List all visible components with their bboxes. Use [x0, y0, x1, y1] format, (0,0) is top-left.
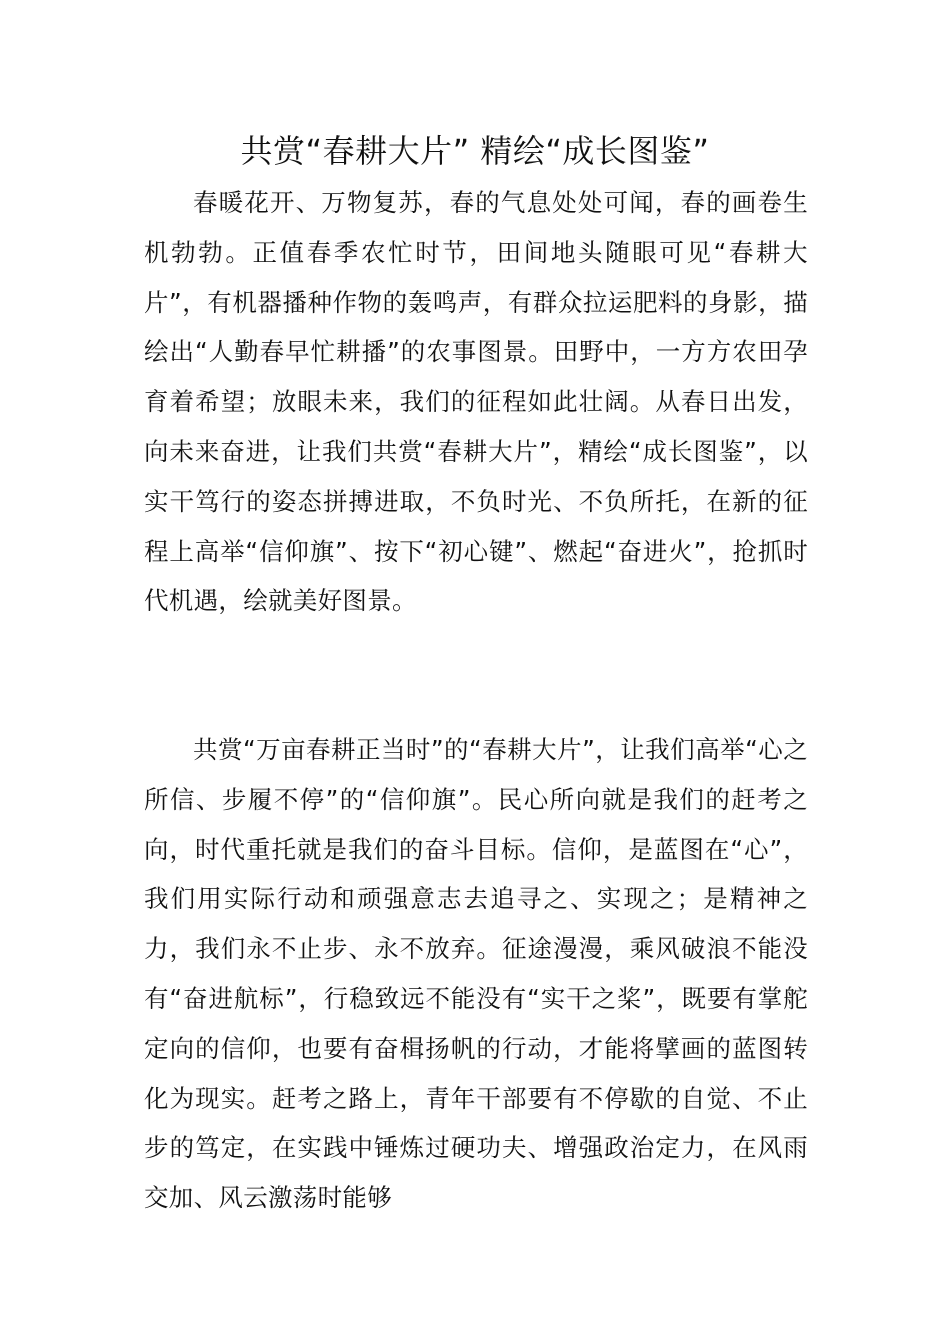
paragraph-1: 春暖花开、万物复苏，春的气息处处可闻，春的画卷生机勃勃。正值春季农忙时节，田间地头随眼可见“春耕大片”，有机器播种作物的轰鸣声，有群众拉运肥料的身影，描绘出“人勤春早忙耕播”的农事图景。田野中，一方方农田孕育着希望；放眼未来，我们的征程如此壮阔。从春日出发，向未来奋进，让我们共赏“春耕大片”，精绘“成长图鉴”，以实干笃行的姿态拼搏进取，不负时光、不负所托，在新的征程上高举“信仰旗”、按下“初心键”、燃起“奋进火”，抢抓时代机遇，绘就美好图景。: [144, 188, 808, 616]
document-title: 共赏“春耕大片” 精绘“成长图鉴”: [240, 132, 710, 170]
paragraph-2: 共赏“万亩春耕正当时”的“春耕大片”，让我们高举“心之所信、步履不停”的“信仰旗”。民心所向就是我们的赶考之向，时代重托就是我们的奋斗目标。信仰，是蓝图在“心”，我们用实际行动和顽强意志去追寻之、实现之；是精神之力，我们永不止步、永不放弃。征途漫漫，乘风破浪不能没有“奋进航标”，行稳致远不能没有“实干之桨”，既要有掌舵定向的信仰，也要有奋楫扬帆的行动，才能将擘画的蓝图转化为现实。赶考之路上，青年干部要有不停歇的自觉、不止步的笃定，在实践中锤炼过硬功夫、增强政治定力，在风雨交加、风云激荡时能够: [144, 735, 808, 1213]
